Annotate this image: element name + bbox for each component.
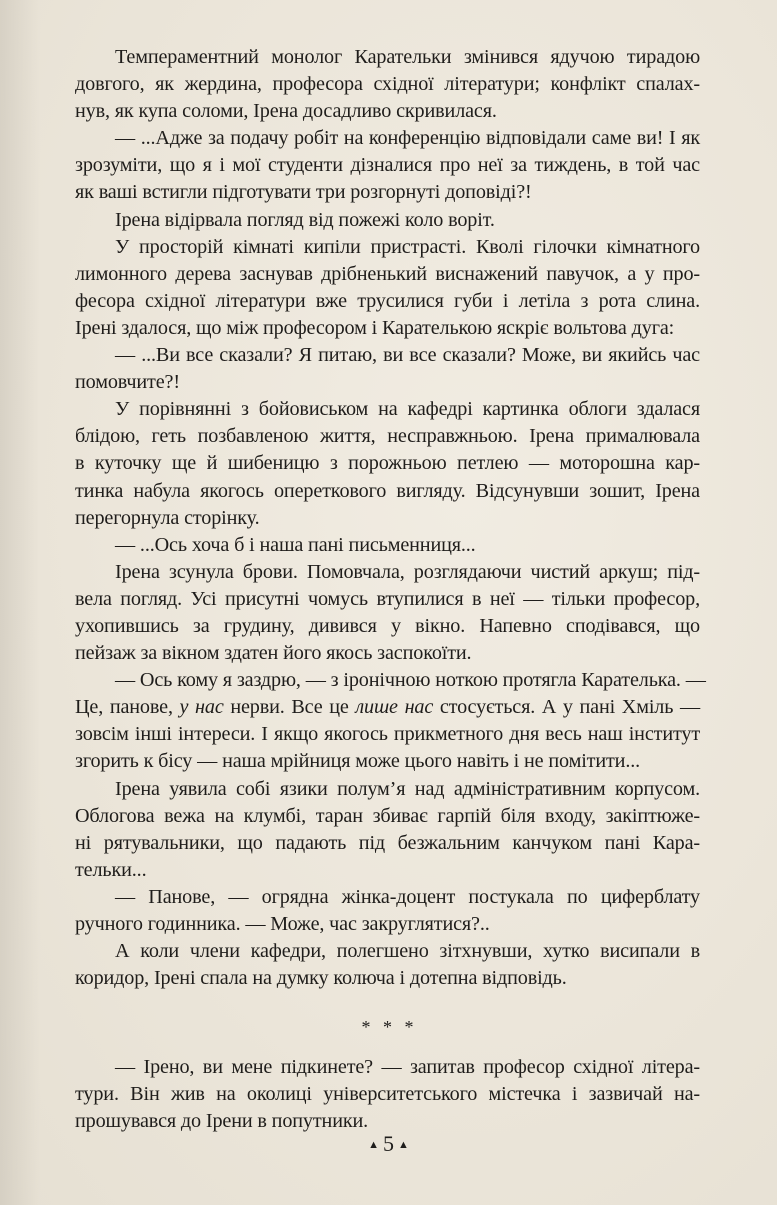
paragraph [75,234,700,342]
text-run: стосується. А у пані Хміль — [433,696,700,719]
text-line: ні рятувальники, що падають під безжальним канчуком пані Кара- [75,831,700,854]
text-line: Облогова вежа на клумбі, таран збиває гарпій біля входу, закіптюже- [75,804,700,827]
text-line: ухопившись за грудину, дивився у вікно. Напевно сподівався, що [75,614,700,637]
text-line: тури. Він жив на околиці університетського містечка і зазвичай на- [75,1083,700,1106]
text-line: Темпераментний монолог Карательки змінився ядучою тирадою [115,46,700,68]
text-line: фесора східної літератури вже трусилися губи і летіла з рота слина. [75,289,700,312]
text-line: в куточку ще й шибеницю з порожньою петлею — моторошна кар- [75,452,700,475]
text-line: перегорнула сторінку. [75,506,260,529]
italic-emphasis: лише [355,696,398,719]
text-line: — Панове, — огрядна жінка-доцент постукала по циферблату [115,885,700,908]
text-line: пейзаж за вікном здатен його якось заспокоїти. [75,642,472,665]
text-line: тинка набула якогось опереткового вигляду. Відсунувши зошит, Ірена [75,479,700,502]
text-line: — ...Адже за подачу робіт на конференцію відповідали саме ви! І як [115,127,700,150]
text-line: блідою, геть позбавленою життя, несправжньою. Ірена прималювала [75,425,700,448]
triangle-ornament-icon: ▲ [398,1139,409,1151]
triangle-ornament-icon: ▲ [368,1139,379,1151]
text-line: зрозуміти, що я і мої студенти дізналися про неї за тиждень, в той час [75,154,700,177]
paragraph [75,207,700,234]
text-line: вела погляд. Усі присутні чомусь втупилися в неї — тільки професор, [75,587,700,610]
text-line: — ...Ви все сказали? Я питаю, ви все сказали? Може, ви якийсь час [115,344,700,367]
italic-emphasis: у нас [179,696,224,719]
section-separator-asterisks: * * * [361,1017,418,1038]
text-run: Це, панове, [75,696,180,719]
text-run [398,696,405,718]
book-page-text [75,44,706,1136]
text-line: А коли члени кафедри, полегшено зітхнувши, хутко висипали в [115,940,700,963]
text-line: Ірені здалося, що між професором і Карателькою яскріє вольтова дуга: [75,316,675,339]
paragraph [75,559,700,667]
text-line [75,694,700,721]
paragraph [75,938,700,992]
paragraph [75,125,700,206]
text-line: довгого, як жердина, професора східної літератури; конфлікт спалах- [75,73,700,96]
text-line: — Ірено, ви мене підкинете? — запитав професор східної літера- [115,1056,700,1079]
paragraph [75,776,700,884]
text-line: лимонного дерева заснував дрібненький виснажений павучок, а у про- [75,262,700,285]
text-run: нерви. Все це [223,696,356,719]
text-line: коридор, Ірені спала на думку колюча і дотепна відповідь. [75,967,567,990]
text-line: як ваші встигли підготувати три розгорнуті доповіді?! [75,181,532,204]
text-line: Ірена зсунула брови. Помовчала, розглядаючи чистий аркуш; під- [115,560,700,583]
paragraph [75,532,700,559]
paragraph [75,1054,700,1135]
page-number-footer [0,1129,777,1160]
paragraph [75,396,700,531]
text-line: — ...Ось хоча б і наша пані письменниця... [115,533,476,556]
text-line: згорить к бісу — наша мрійниця може цього навіть і не помітити... [75,750,641,773]
text-line: Ірена відірвала погляд від пожежі коло воріт. [115,208,495,231]
text-line: У порівнянні з бойовиськом на кафедрі картинка облоги здалася [115,398,700,421]
paragraph [75,884,700,938]
paragraph [75,342,700,396]
text-line: помовчите?! [75,371,180,394]
paragraph [75,44,700,125]
text-line: Ірена уявила собі язики полум’я над адміністративним корпусом. [115,777,700,800]
page-number: 5 [383,1131,394,1156]
text-line: — Ось кому я заздрю, — з іронічною ноткою протягла Каратeлька. — [115,669,706,692]
text-line: тельки... [75,858,147,881]
text-line: ручного годинника. — Може, час закруглятися?.. [75,913,490,935]
text-line: нув, як купа соломи, Ірена досадливо скривилася. [75,100,497,123]
text-line: прошувався до Ірени в попутники. [75,1110,369,1133]
text-line: У просторій кімнаті кипіли пристрасті. Кволі гілочки кімнатного [115,235,700,258]
paragraph [75,667,706,775]
text-line: зовсім інші інтереси. І якщо якогось прикметного дня весь наш інститут [75,723,700,746]
italic-emphasis: нас [404,696,434,719]
